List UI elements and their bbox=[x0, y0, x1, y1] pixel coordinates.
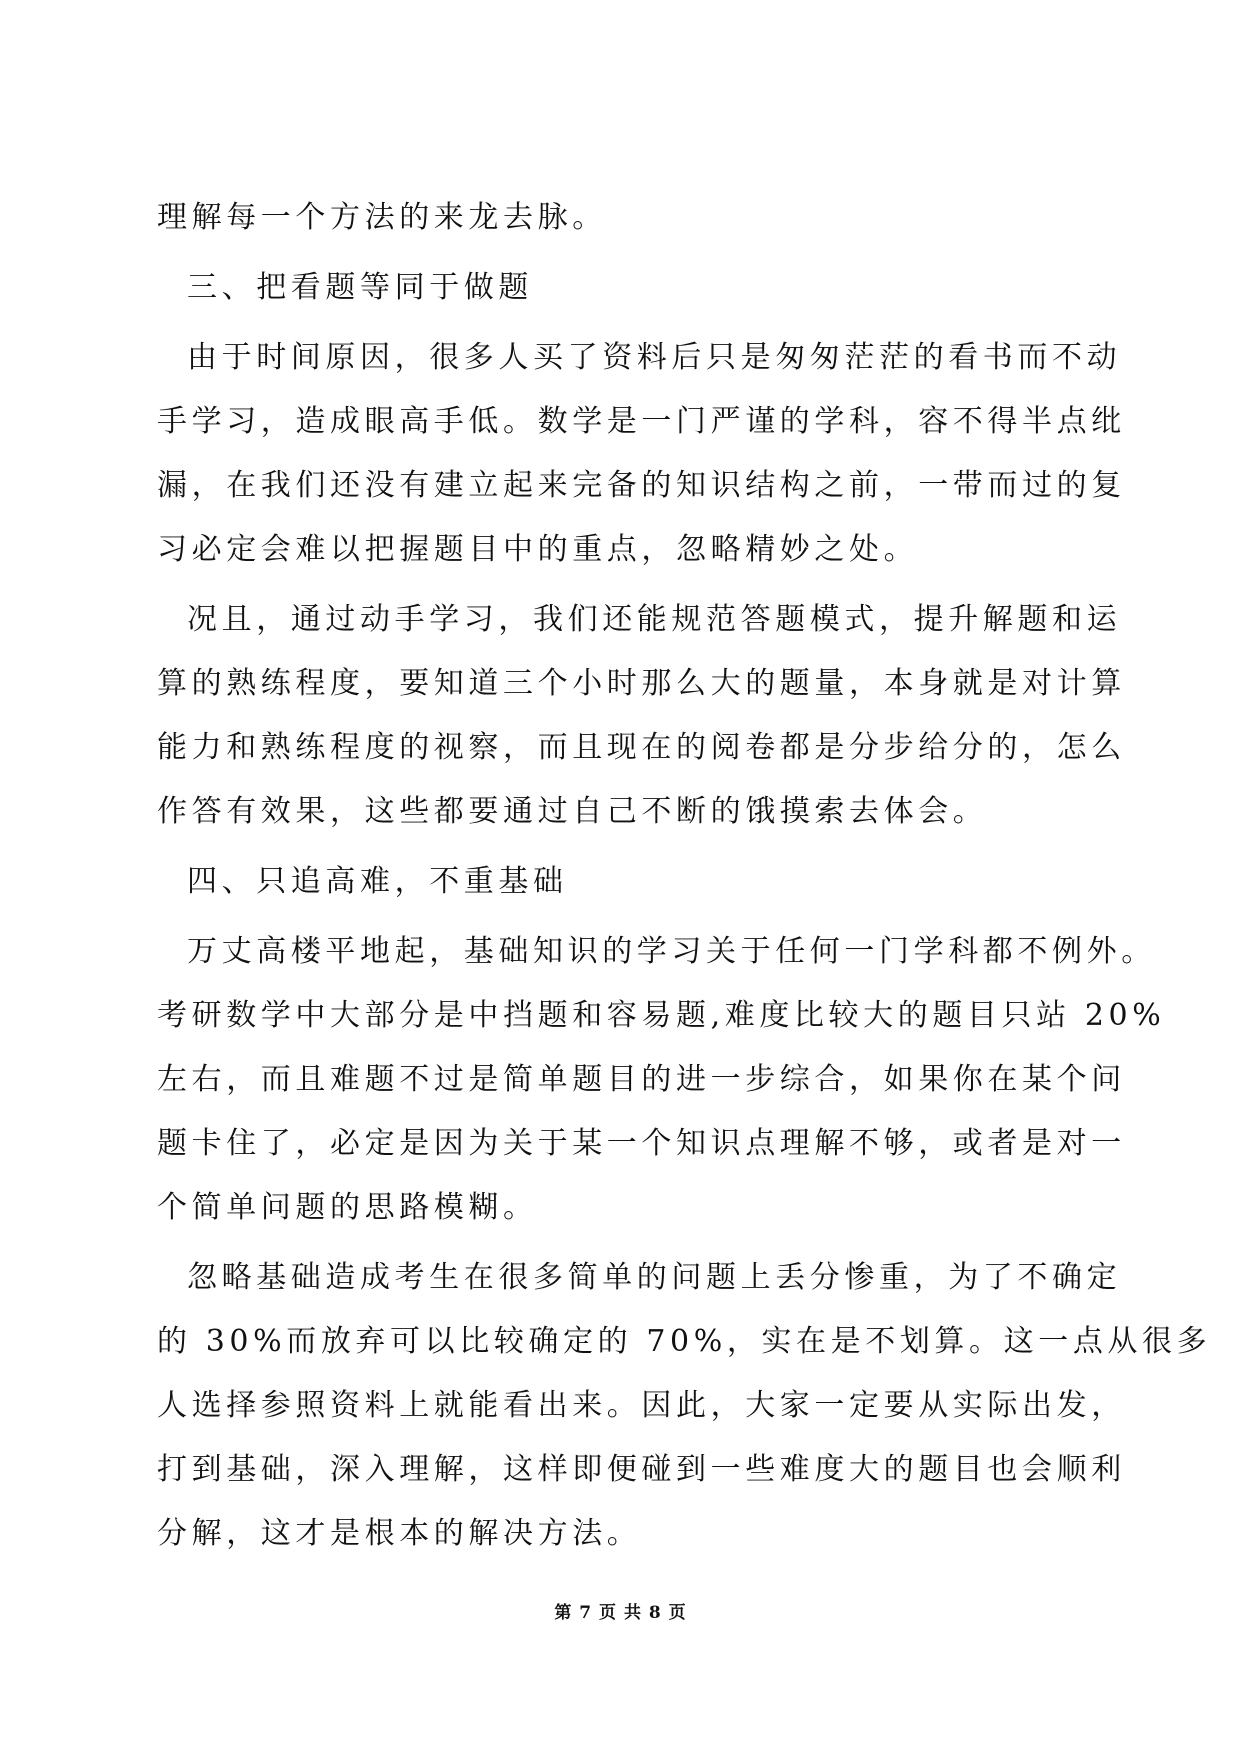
paragraph-line: 作答有效果，这些都要通过自己不断的饿摸索去体会。 bbox=[157, 794, 988, 829]
paragraph-line: 题卡住了，必定是因为关于某一个知识点理解不够，或者是对一 bbox=[157, 1126, 1126, 1161]
section-heading: 三、把看题等同于做题 bbox=[187, 270, 533, 305]
paragraph-line: 打到基础，深入理解，这样即便碰到一些难度大的题目也会顺利 bbox=[157, 1452, 1126, 1487]
paragraph-line: 考研数学中大部分是中挡题和容易题,难度比较大的题目只站 20% bbox=[157, 998, 1166, 1033]
paragraph-line: 的 30%而放弃可以比较确定的 70%，实在是不划算。这一点从很多 bbox=[157, 1324, 1212, 1359]
paragraph-line: 忽略基础造成考生在很多简单的问题上丢分惨重，为了不确定 bbox=[187, 1260, 1122, 1295]
paragraph-line: 人选择参照资料上就能看出来。因此，大家一定要从实际出发， bbox=[157, 1388, 1126, 1423]
paragraph-line: 况且，通过动手学习，我们还能规范答题模式，提升解题和运 bbox=[187, 602, 1122, 637]
paragraph-line: 个简单问题的思路模糊。 bbox=[157, 1190, 538, 1225]
paragraph-line: 习必定会难以把握题目中的重点，忽略精妙之处。 bbox=[157, 532, 919, 567]
paragraph-line: 理解每一个方法的来龙去脉。 bbox=[157, 200, 607, 235]
paragraph-line: 手学习，造成眼高手低。数学是一门严谨的学科，容不得半点纰 bbox=[157, 404, 1126, 439]
paragraph-line: 左右，而且难题不过是简单题目的进一步综合，如果你在某个问 bbox=[157, 1062, 1126, 1097]
paragraph-line: 漏，在我们还没有建立起来完备的知识结构之前，一带而过的复 bbox=[157, 468, 1126, 503]
paragraph-line: 能力和熟练程度的视察，而且现在的阅卷都是分步给分的，怎么 bbox=[157, 730, 1126, 765]
paragraph-line: 由于时间原因，很多人买了资料后只是匆匆茫茫的看书而不动 bbox=[187, 340, 1122, 375]
paragraph-line: 算的熟练程度，要知道三个小时那么大的题量，本身就是对计算 bbox=[157, 666, 1126, 701]
page-number-footer: 第 7 页 共 8 页 bbox=[554, 1603, 687, 1623]
section-heading: 四、只追高难，不重基础 bbox=[187, 864, 568, 899]
document-body bbox=[157, 186, 1212, 1566]
paragraph-line: 万丈高楼平地起，基础知识的学习关于任何一门学科都不例外。 bbox=[187, 934, 1156, 969]
paragraph-line: 分解，这才是根本的解决方法。 bbox=[157, 1516, 642, 1551]
